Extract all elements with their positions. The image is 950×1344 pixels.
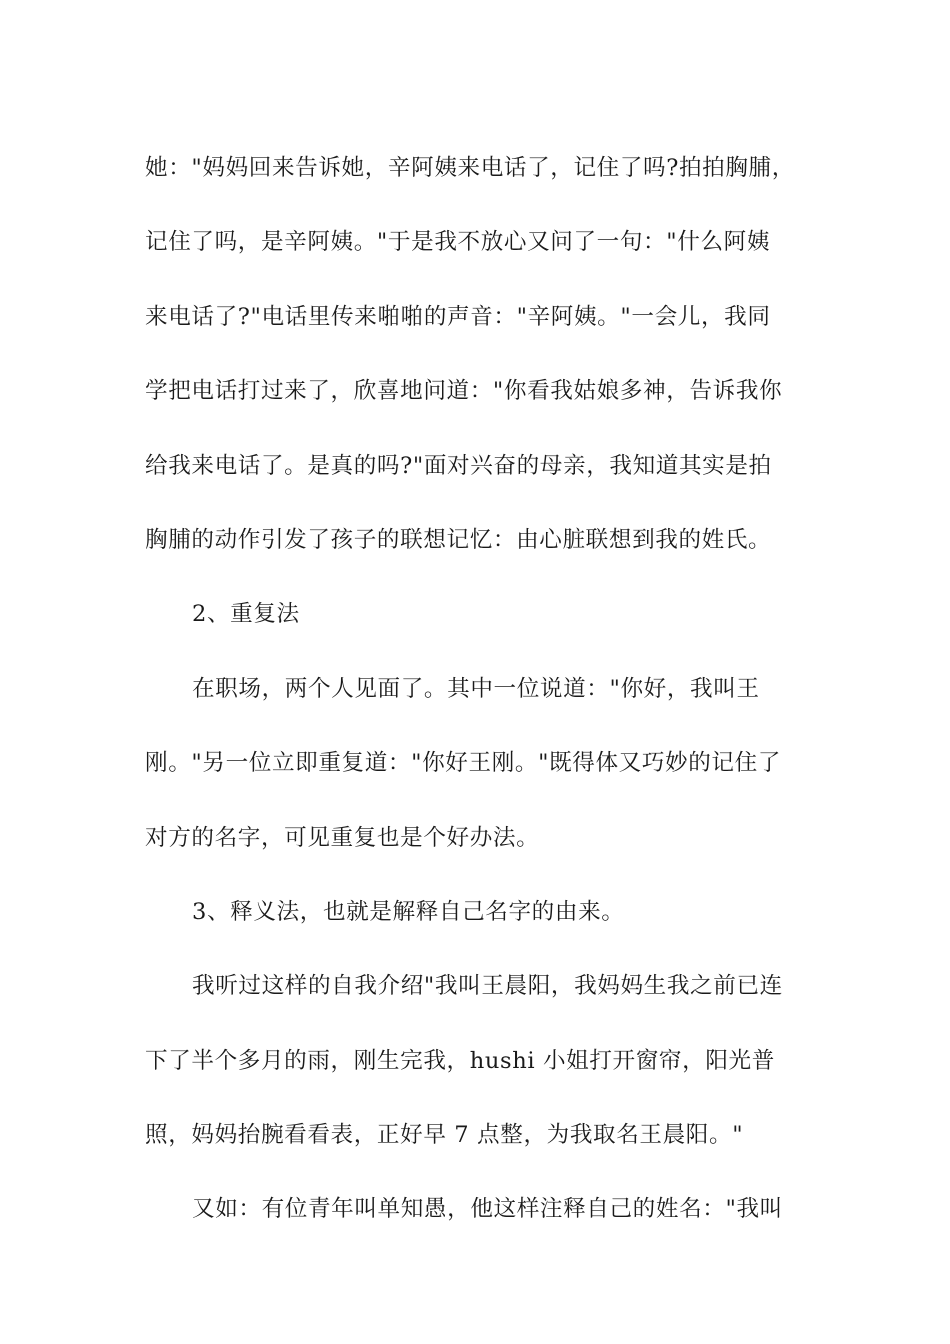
section-heading-explanation: 3、释义法，也就是解释自己名字的由来。	[192, 898, 625, 925]
text-line: 我听过这样的自我介绍"我叫王晨阳，我妈妈生我之前已连	[192, 973, 783, 1000]
text-line: 下了半个多月的雨，刚生完我，hushi 小姐打开窗帘，阳光普	[145, 1047, 775, 1074]
text-line: 刚。"另一位立即重复道："你好王刚。"既得体又巧妙的记住了	[145, 750, 782, 777]
text-line: 胸脯的动作引发了孩子的联想记忆：由心脏联想到我的姓氏。	[145, 526, 772, 553]
text-line: 给我来电话了。是真的吗?"面对兴奋的母亲，我知道其实是拍	[145, 452, 772, 479]
text-line: 对方的名字，可见重复也是个好办法。	[145, 824, 540, 851]
section-heading-repetition: 2、重复法	[192, 601, 300, 628]
text-line: 在职场，两个人见面了。其中一位说道："你好，我叫王	[192, 675, 760, 702]
text-line: 来电话了?"电话里传来啪啪的声音："辛阿姨。"一会儿，我同	[145, 303, 771, 330]
document-body	[145, 131, 805, 1247]
text-line: 照，妈妈抬腕看看表，正好早 7 点整，为我取名王晨阳。"	[145, 1122, 744, 1149]
text-line: 又如：有位青年叫单知愚，他这样注释自己的姓名："我叫	[192, 1196, 783, 1223]
text-line: 她："妈妈回来告诉她，辛阿姨来电话了，记住了吗?拍拍胸脯，	[145, 155, 795, 181]
text-line: 学把电话打过来了，欣喜地问道："你看我姑娘多神，告诉我你	[145, 378, 783, 405]
text-line: 记住了吗，是辛阿姨。"于是我不放心又问了一句："什么阿姨	[145, 229, 771, 256]
